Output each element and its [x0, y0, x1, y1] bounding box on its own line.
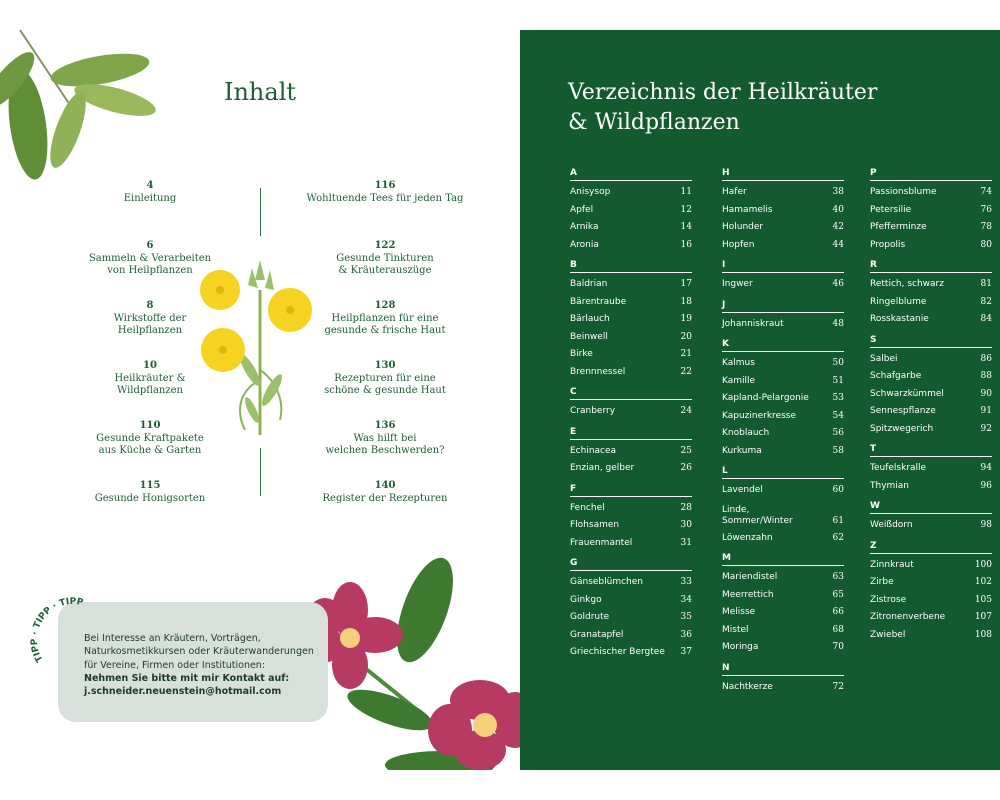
index-entry-page: 100 [974, 559, 992, 570]
index-entry-page: 78 [980, 222, 992, 232]
index-entry[interactable] [570, 364, 692, 382]
index-entry-page: 56 [832, 428, 844, 438]
index-entry-page: 105 [974, 594, 992, 605]
index-entry-name: Melisse [722, 607, 756, 617]
index-entry-page: 26 [680, 463, 692, 473]
index-entry[interactable] [870, 517, 992, 535]
index-title-text: Verzeichnis der Heilkräuter & Wildpflanzen [568, 80, 878, 135]
index-entry[interactable] [570, 609, 692, 627]
index-letter-heading: E [570, 426, 577, 437]
index-entry-name: Salbei [870, 353, 898, 364]
index-entry-page: 51 [832, 375, 844, 386]
index-entry-name: Griechischer Bergtee [570, 647, 665, 657]
index-entry-page: 12 [680, 204, 692, 215]
index-entry-name: Frauenmantel [570, 537, 633, 548]
toc-page-number: 140 [374, 480, 396, 491]
toc-page-number: 136 [374, 420, 396, 431]
index-entry[interactable] [570, 346, 692, 364]
index-entry-name: Hopfen [722, 239, 755, 250]
index-entry-name: Weißdorn [870, 520, 913, 530]
index-entry-page: 14 [680, 222, 692, 232]
toc-page-number: 128 [374, 300, 396, 311]
toc-entry[interactable] [50, 480, 250, 540]
index-entry-name: Lavendel [722, 485, 763, 495]
index-entry-page: 72 [832, 681, 844, 692]
index-entry-page: 68 [832, 624, 844, 635]
index-entry[interactable] [722, 373, 844, 391]
contents-divider-top [260, 188, 261, 236]
index-entry-page: 91 [980, 406, 992, 416]
toc-page-number: 10 [143, 360, 157, 371]
index-entry-page: 50 [832, 358, 844, 368]
index-rule [722, 272, 844, 273]
index-entry-name: Granatapfel [570, 629, 624, 640]
index-letter-heading: S [870, 334, 877, 345]
index-rule [870, 347, 992, 348]
index-entry[interactable] [870, 421, 992, 439]
toc-page-number: 130 [374, 360, 396, 371]
toc-chapter-title: Heilkräuter & Wildpflanzen [114, 373, 186, 396]
index-rule [722, 478, 844, 479]
index-entry-page: 88 [980, 371, 992, 381]
index-entry[interactable] [870, 368, 992, 386]
toc-chapter-title: Register der Rezepturen [322, 493, 448, 504]
index-rule [570, 399, 692, 400]
index-entry[interactable] [870, 311, 992, 329]
index-entry-page: 61 [832, 515, 844, 526]
index-entry[interactable] [722, 587, 844, 605]
index-entry[interactable] [722, 679, 844, 697]
index-entry-page: 44 [832, 239, 844, 250]
herb-index-page [520, 30, 1000, 770]
index-entry-name: Zinnkraut [870, 559, 914, 570]
index-rule [570, 570, 692, 571]
index-rule [570, 180, 692, 181]
index-letter-heading: C [570, 387, 577, 397]
index-entry-page: 76 [980, 204, 992, 215]
index-entry-name: Enzian, gelber [570, 463, 635, 473]
index-entry-page: 63 [832, 572, 844, 582]
index-entry-name: Meerrettich [722, 589, 774, 600]
toc-chapter-title: Sammeln & Verarbeiten von Heilpflanzen [88, 253, 212, 276]
index-entry[interactable] [722, 604, 844, 622]
toc-page-number: 6 [146, 240, 154, 251]
index-entry[interactable] [570, 500, 692, 518]
index-entry-page: 42 [832, 222, 844, 232]
toc-entry[interactable] [285, 180, 485, 240]
index-entry-page: 33 [680, 577, 692, 587]
index-entry[interactable] [570, 237, 692, 255]
index-entry[interactable] [870, 460, 992, 478]
index-entry-name: Zitronenverbene [870, 612, 946, 622]
index-entry-name: Linde, Sommer/Winter [722, 504, 793, 526]
index-entry[interactable] [570, 329, 692, 347]
index-entry[interactable] [722, 355, 844, 373]
index-entry-page: 81 [980, 279, 992, 289]
index-rule [570, 272, 692, 273]
toc-entry[interactable] [50, 180, 250, 240]
index-rule [570, 439, 692, 440]
index-entry-name: Flohsamen [570, 520, 620, 530]
index-entry-page: 82 [980, 296, 992, 307]
index-rule [722, 565, 844, 566]
index-entry[interactable] [570, 311, 692, 329]
index-entry-page: 18 [680, 296, 692, 307]
index-entry-name: Schafgarbe [870, 371, 922, 381]
index-entry[interactable] [570, 219, 692, 237]
index-entry-page: 53 [832, 393, 844, 403]
index-column [722, 162, 844, 696]
index-entry[interactable] [570, 460, 692, 478]
toc-chapter-title: Gesunde Kraftpakete aus Küche & Garten [96, 433, 204, 456]
index-entry-page: 46 [832, 279, 844, 289]
index-entry[interactable] [722, 482, 844, 500]
index-entry-name: Propolis [870, 239, 906, 250]
index-entry-page: 60 [832, 485, 844, 495]
index-letter-heading: J [722, 299, 726, 310]
index-entry[interactable] [722, 219, 844, 237]
index-rule [570, 496, 692, 497]
index-letter-heading: B [570, 260, 577, 270]
index-entry-name: Hafer [722, 187, 747, 197]
toc-page-number: 115 [139, 480, 161, 491]
index-entry-page: 34 [680, 594, 692, 605]
index-entry[interactable] [870, 276, 992, 294]
toc-chapter-title: Was hilft bei welchen Beschwerden? [325, 433, 445, 456]
index-entry[interactable] [870, 219, 992, 237]
index-entry-name: Pfefferminze [870, 222, 927, 232]
index-entry[interactable] [570, 276, 692, 294]
index-entry[interactable] [722, 569, 844, 587]
index-letter-heading: K [722, 339, 729, 349]
index-entry-page: 65 [832, 589, 844, 600]
index-letter-heading: W [870, 501, 880, 511]
index-entry-name: Fenchel [570, 502, 605, 513]
index-entry-name: Mistel [722, 624, 749, 635]
index-entry-page: 31 [680, 537, 692, 548]
index-entry[interactable] [870, 574, 992, 592]
index-entry-name: Ginkgo [570, 594, 602, 605]
index-entry-name: Arnika [570, 222, 599, 232]
index-entry-page: 108 [974, 629, 992, 640]
index-letter-heading: L [722, 466, 728, 476]
index-entry[interactable] [870, 478, 992, 496]
index-entry-name: Teufelskralle [870, 463, 927, 473]
index-entry-page: 22 [680, 366, 692, 377]
tipp-body: Bei Interesse an Kräutern, Vorträgen, Naturkosmetikkursen oder Kräuterwanderungen für Vereine, Firmen oder Institutionen: [84, 633, 314, 671]
index-entry-name: Kapuzinerkresse [722, 410, 797, 421]
index-entry[interactable] [722, 276, 844, 294]
index-letter-heading: T [870, 444, 877, 454]
index-letter-heading: I [722, 260, 726, 270]
index-entry-page: 102 [974, 577, 992, 587]
index-entry[interactable] [570, 644, 692, 662]
index-entry-name: Anisysop [570, 187, 611, 197]
index-letter-heading: H [722, 168, 730, 178]
index-entry-page: 16 [680, 239, 692, 250]
index-entry[interactable] [570, 443, 692, 461]
index-entry-page: 37 [680, 647, 692, 657]
index-entry-page: 54 [832, 410, 844, 421]
index-entry[interactable] [870, 184, 992, 202]
index-entry-page: 80 [980, 239, 992, 250]
index-entry[interactable] [870, 403, 992, 421]
index-entry-page: 11 [680, 187, 692, 197]
index-entry-name: Spitzwegerich [870, 423, 934, 434]
tipp-contact-cta: Nehmen Sie bitte mit mir Kontakt auf: [84, 672, 290, 684]
index-entry[interactable] [570, 627, 692, 645]
index-entry-name: Kamille [722, 375, 756, 386]
index-entry-name: Zistrose [870, 594, 907, 605]
index-entry-name: Ringelblume [870, 296, 927, 307]
index-entry[interactable] [570, 294, 692, 312]
index-entry-name: Cranberry [570, 406, 616, 416]
index-column [570, 162, 692, 662]
index-entry-name: Aronia [570, 239, 599, 250]
index-rule [722, 675, 844, 676]
index-entry[interactable] [722, 408, 844, 426]
index-letter-heading: A [570, 168, 577, 178]
index-column [870, 162, 992, 644]
index-entry-page: 24 [680, 406, 692, 416]
index-entry-page: 66 [832, 607, 844, 617]
index-entry-page: 17 [680, 279, 692, 289]
index-entry-page: 107 [974, 612, 992, 622]
index-entry-page: 70 [832, 642, 844, 652]
index-entry-name: Bärentraube [570, 296, 627, 307]
index-entry-page: 86 [980, 353, 992, 364]
index-rule [870, 456, 992, 457]
index-entry[interactable] [870, 237, 992, 255]
index-entry[interactable] [722, 622, 844, 640]
index-letter-heading: R [870, 260, 877, 270]
index-entry-name: Gänseblümchen [570, 577, 643, 587]
index-entry-name: Mariendistel [722, 572, 778, 582]
index-entry[interactable] [870, 609, 992, 627]
index-entry-page: 90 [980, 388, 992, 399]
index-entry-name: Kalmus [722, 358, 755, 368]
index-entry-page: 21 [680, 349, 692, 359]
index-entry-name: Kapland-Pelargonie [722, 393, 809, 403]
index-entry-page: 19 [680, 314, 692, 324]
index-rule [870, 553, 992, 554]
index-title [568, 78, 968, 137]
index-rule [722, 312, 844, 313]
index-rule [722, 180, 844, 181]
index-entry[interactable] [870, 202, 992, 220]
toc-page-number: 8 [146, 300, 154, 311]
index-entry[interactable] [722, 443, 844, 461]
index-entry[interactable] [870, 592, 992, 610]
index-entry-page: 98 [980, 520, 992, 530]
toc-chapter-title: Gesunde Tinkturen & Kräuterauszüge [336, 253, 434, 276]
index-entry-page: 30 [680, 520, 692, 530]
index-entry[interactable] [722, 184, 844, 202]
index-letter-heading: F [570, 483, 577, 494]
index-letter-heading: P [870, 168, 877, 178]
index-entry-page: 74 [980, 187, 992, 197]
index-entry-page: 94 [980, 463, 992, 473]
index-entry-name: Löwenzahn [722, 532, 773, 543]
toc-chapter-title: Rezepturen für eine schöne & gesunde Haut [324, 373, 446, 396]
index-entry[interactable] [870, 557, 992, 575]
contents-page [0, 30, 520, 770]
index-entry[interactable] [870, 386, 992, 404]
index-entry[interactable] [570, 535, 692, 553]
index-entry[interactable] [570, 517, 692, 535]
index-entry-name: Thymian [870, 480, 910, 491]
index-letter-heading: N [722, 662, 730, 673]
index-entry-page: 84 [980, 314, 992, 324]
index-rule [870, 180, 992, 181]
index-entry-page: 58 [832, 445, 844, 456]
index-entry[interactable] [570, 184, 692, 202]
toc-page-number: 116 [374, 180, 396, 191]
index-entry[interactable] [722, 316, 844, 334]
toc-chapter-title: Gesunde Honigsorten [94, 493, 206, 504]
toc-chapter-title: Wohltuende Tees für jeden Tag [306, 193, 464, 204]
index-rule [870, 272, 992, 273]
index-entry[interactable] [722, 500, 844, 530]
index-entry-page: 36 [680, 629, 692, 640]
index-entry-name: Rettich, schwarz [870, 279, 944, 289]
index-entry[interactable] [570, 202, 692, 220]
index-entry-name: Sennespflanze [870, 406, 936, 416]
index-entry-name: Johanniskraut [722, 318, 784, 329]
index-entry[interactable] [570, 574, 692, 592]
toc-page-number: 122 [374, 240, 396, 251]
index-entry[interactable] [870, 294, 992, 312]
index-entry[interactable] [722, 530, 844, 548]
index-entry-name: Zirbe [870, 577, 894, 587]
index-letter-heading: M [722, 553, 731, 563]
index-entry-page: 92 [980, 423, 992, 434]
index-entry-page: 62 [832, 532, 844, 543]
index-entry-page: 48 [832, 318, 844, 329]
index-entry-name: Beinwell [570, 331, 608, 342]
toc-page-number: 110 [139, 420, 161, 431]
olive-leaves-illustration [0, 30, 160, 200]
tipp-text [84, 632, 314, 698]
index-entry-name: Nachtkerze [722, 681, 773, 692]
index-entry-name: Rosskastanie [870, 314, 929, 324]
index-entry[interactable] [722, 425, 844, 443]
index-entry-page: 35 [680, 612, 692, 622]
index-entry-name: Zwiebel [870, 629, 906, 640]
index-entry-name: Apfel [570, 204, 594, 215]
index-entry[interactable] [722, 390, 844, 408]
contents-title: Inhalt [223, 78, 297, 106]
index-entry-name: Baldrian [570, 279, 608, 289]
index-entry-name: Holunder [722, 222, 764, 232]
tipp-email-link[interactable]: j.schneider.neuenstein@hotmail.com [84, 686, 282, 698]
toc-chapter-title: Heilpflanzen für eine gesunde & frische Haut [324, 313, 446, 336]
index-entry-name: Kurkuma [722, 445, 762, 456]
index-entry-name: Bärlauch [570, 314, 610, 324]
index-entry-page: 40 [832, 204, 844, 215]
toc-page-number: 4 [146, 180, 154, 191]
index-entry-name: Ingwer [722, 279, 753, 289]
index-entry-name: Birke [570, 349, 593, 359]
index-entry-name: Schwarzkümmel [870, 388, 944, 399]
index-entry[interactable] [870, 627, 992, 645]
index-entry-page: 28 [680, 502, 692, 513]
svg-text:TIPP · TIPP · TIPP: TIPP · TIPP · TIPP [29, 596, 85, 664]
toc-entry[interactable] [285, 480, 485, 540]
contents-divider-bottom [260, 448, 261, 496]
index-entry-page: 25 [680, 445, 692, 456]
index-rule [722, 351, 844, 352]
toc-chapter-title: Wirkstoffe der Heilpflanzen [113, 313, 187, 336]
toc-chapter-title: Einleitung [123, 193, 177, 204]
index-entry-name: Moringa [722, 642, 759, 652]
index-entry-name: Knoblauch [722, 428, 770, 438]
index-entry-page: 20 [680, 331, 692, 342]
index-entry-page: 38 [832, 187, 844, 197]
index-entry-page: 96 [980, 480, 992, 491]
index-entry-name: Brennnessel [570, 366, 626, 377]
index-entry[interactable] [570, 403, 692, 421]
index-entry[interactable] [722, 202, 844, 220]
index-entry-name: Echinacea [570, 445, 617, 456]
evening-primrose-illustration [190, 260, 330, 440]
index-entry[interactable] [870, 351, 992, 369]
index-entry-name: Hamamelis [722, 204, 773, 215]
index-entry[interactable] [722, 237, 844, 255]
index-rule [870, 513, 992, 514]
index-entry-name: Passionsblume [870, 187, 937, 197]
index-letter-heading: G [570, 558, 578, 568]
index-entry-name: Goldrute [570, 612, 610, 622]
index-entry[interactable] [722, 639, 844, 657]
index-entry[interactable] [570, 592, 692, 610]
index-letter-heading: Z [870, 540, 877, 551]
index-entry-name: Petersilie [870, 204, 912, 215]
